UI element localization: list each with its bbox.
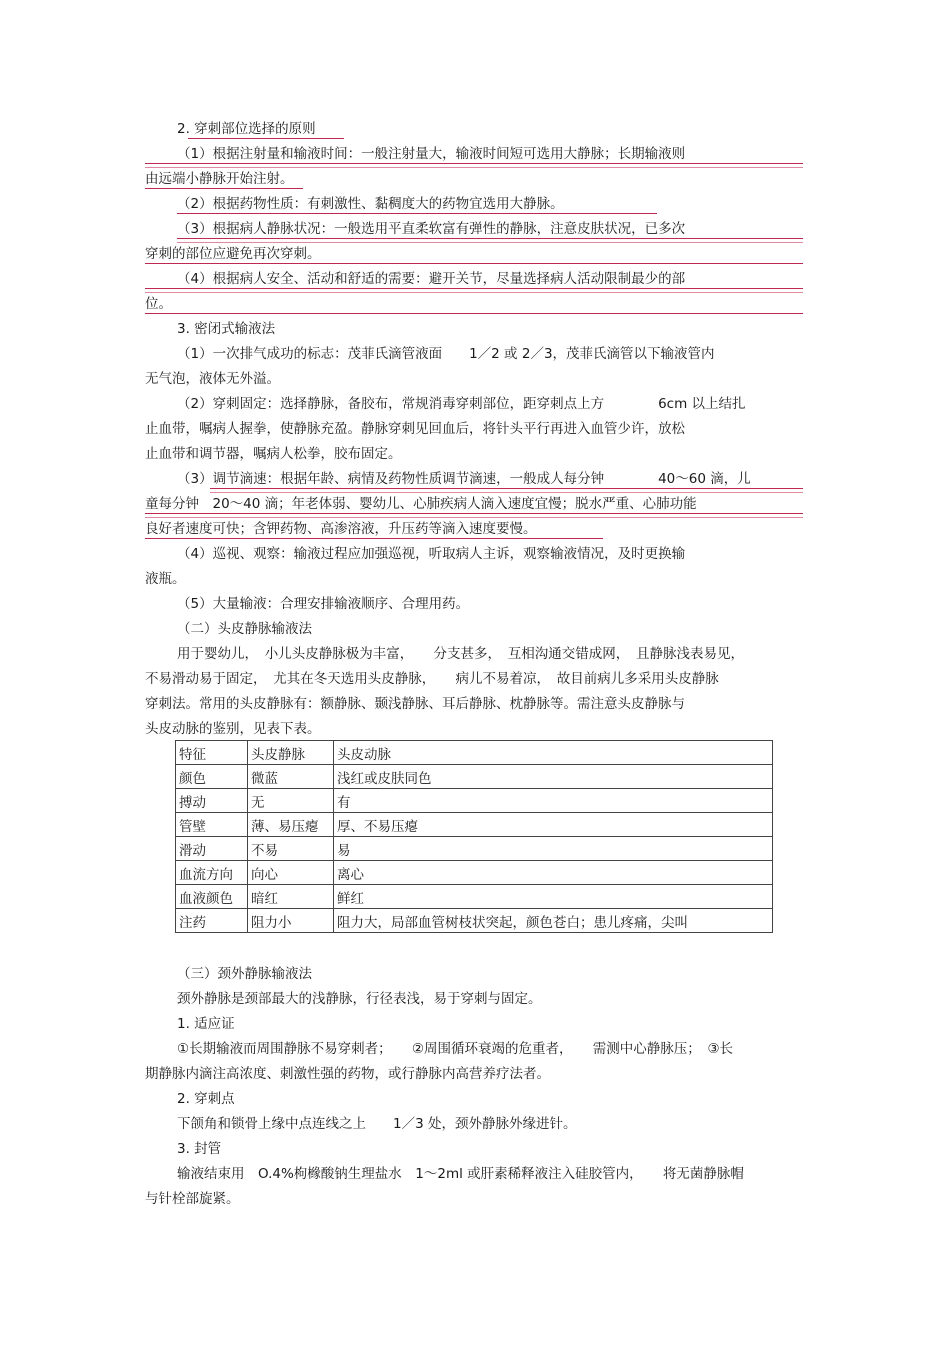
- paragraph-line: （3）根据病人静脉状况：一般选用平直柔软富有弹性的静脉，注意皮肤状况，已多次: [177, 221, 686, 237]
- table-row: [176, 885, 773, 909]
- section-heading-puncture-principles: 2. 穿刺部位选择的原则: [177, 121, 316, 137]
- underline: [145, 288, 803, 289]
- underline: [145, 167, 803, 168]
- table-cell: 无: [248, 789, 334, 813]
- paragraph-line: （5）大量输液：合理安排输液顺序、合理用药。: [177, 596, 470, 612]
- underline: [145, 313, 803, 314]
- table-row: [176, 909, 773, 933]
- paragraph-line: 穿刺法。常用的头皮静脉有：额静脉、颞浅静脉、耳后静脉、枕静脉等。需注意头皮静脉与: [145, 696, 685, 712]
- table-cell: 易: [334, 837, 773, 861]
- paragraph-line: （2）穿刺固定：选择静脉，备胶布，常规消毒穿刺部位，距穿刺点上方 6cm 以上结扎: [177, 396, 746, 412]
- table-cell: 头皮静脉: [248, 741, 334, 765]
- paragraph-line: 头皮动脉的鉴别，见表下表。: [145, 721, 321, 737]
- section-heading-external-jugular: （三）颈外静脉输液法: [177, 966, 312, 982]
- table-cell: 鲜红: [334, 885, 773, 909]
- subheading-indications: 1. 适应证: [177, 1016, 235, 1032]
- table-row: [176, 861, 773, 885]
- table-cell: 头皮动脉: [334, 741, 773, 765]
- section-heading-scalp-vein: （二）头皮静脉输液法: [177, 621, 312, 637]
- paragraph-line: ①长期输液而周围静脉不易穿刺者； ②周围循环衰竭的危重者， 需测中心静脉压； ③长: [177, 1041, 734, 1057]
- table-cell: 颜色: [176, 765, 248, 789]
- table-cell: 薄、易压瘪: [248, 813, 334, 837]
- paragraph-line: 穿刺的部位应避免再次穿刺。: [145, 246, 321, 262]
- paragraph-line: （4）巡视、观察：输液过程应加强巡视，听取病人主诉，观察输液情况，及时更换输: [177, 546, 686, 562]
- table-cell: 阻力大，局部血管树枝状突起，颜色苍白；患儿疼痛，尖叫: [334, 909, 773, 933]
- paragraph-line: 良好者速度可快；含钾药物、高渗溶液，升压药等滴入速度要慢。: [145, 521, 537, 537]
- underline: [188, 138, 344, 139]
- paragraph-line: 止血带，嘱病人握拳，使静脉充盈。静脉穿刺见回血后，将针头平行再进入血管少许，放松: [145, 421, 685, 437]
- subheading-puncture-point: 2. 穿刺点: [177, 1091, 235, 1107]
- table-cell: 注药: [176, 909, 248, 933]
- underline: [210, 488, 803, 489]
- table-row: [176, 837, 773, 861]
- paragraph-line: 不易滑动易于固定， 尤其在冬天选用头皮静脉， 病儿不易着凉， 故目前病儿多采用头皮静脉: [145, 671, 719, 687]
- table-row: [176, 813, 773, 837]
- table-cell: 血流方向: [176, 861, 248, 885]
- underline: [145, 263, 803, 264]
- paragraph-line: 位。: [145, 296, 172, 312]
- table-cell: 厚、不易压瘪: [334, 813, 773, 837]
- table-cell: 管壁: [176, 813, 248, 837]
- table-cell: 不易: [248, 837, 334, 861]
- table-cell: 有: [334, 789, 773, 813]
- paragraph-line: （1）一次排气成功的标志：茂菲氏滴管液面 1／2 或 2／3，茂菲氏滴管以下输液管内: [177, 346, 715, 362]
- table-row: [176, 765, 773, 789]
- underline: [145, 163, 803, 164]
- paragraph-line: 童每分钟 20～40 滴；年老体弱、婴幼儿、心肺疾病人滴入速度宜慢；脱水严重、心肺功能: [145, 496, 697, 512]
- paragraph-line: 输液结束用 O.4%枸橼酸钠生理盐水 1～2ml 或肝素稀释液注入硅胶管内， 将无菌静脉帽: [177, 1166, 744, 1182]
- underline: [177, 238, 803, 239]
- paragraph-line: （4）根据病人安全、活动和舒适的需要：避开关节，尽量选择病人活动限制最少的部: [177, 271, 686, 287]
- paragraph-line: 无气泡，液体无外溢。: [145, 371, 280, 387]
- table-cell: 搏动: [176, 789, 248, 813]
- paragraph-line: 期静脉内滴注高浓度、刺激性强的药物，或行静脉内高营养疗法者。: [145, 1066, 550, 1082]
- section-heading-closed-infusion: 3. 密闭式输液法: [177, 321, 276, 337]
- table-cell: 微蓝: [248, 765, 334, 789]
- paragraph-line: 下颌角和锁骨上缘中点连线之上 1／3 处，颈外静脉外缘进针。: [177, 1116, 577, 1132]
- table-cell: 离心: [334, 861, 773, 885]
- underline: [145, 538, 603, 539]
- paragraph-line: 与针栓部旋紧。: [145, 1191, 240, 1207]
- vein-artery-comparison-table: [175, 740, 773, 933]
- table-row: [176, 789, 773, 813]
- table-cell: 阻力小: [248, 909, 334, 933]
- underline: [177, 242, 803, 243]
- paragraph-line: 液瓶。: [145, 571, 186, 587]
- paragraph-line: 由远端小静脉开始注射。: [145, 171, 294, 187]
- paragraph-line: 止血带和调节器，嘱病人松拳，胶布固定。: [145, 446, 402, 462]
- subheading-sealing: 3. 封管: [177, 1141, 222, 1157]
- underline: [145, 517, 803, 518]
- table-cell: 浅红或皮肤同色: [334, 765, 773, 789]
- underline: [210, 492, 803, 493]
- table-cell: 暗红: [248, 885, 334, 909]
- underline: [145, 513, 803, 514]
- table-row: [176, 741, 773, 765]
- table-cell: 滑动: [176, 837, 248, 861]
- paragraph-line: 用于婴幼儿， 小儿头皮静脉极为丰富， 分支甚多， 互相沟通交错成网， 且静脉浅表易见，: [177, 646, 744, 662]
- table-cell: 血液颜色: [176, 885, 248, 909]
- underline: [145, 292, 803, 293]
- paragraph-line: （3）调节滴速：根据年龄、病情及药物性质调节滴速，一般成人每分钟 40～60 滴，儿: [177, 471, 751, 487]
- table-cell: 特征: [176, 741, 248, 765]
- underline: [145, 188, 303, 189]
- paragraph-line: 颈外静脉是颈部最大的浅静脉，行径表浅，易于穿刺与固定。: [177, 991, 542, 1007]
- table-cell: 向心: [248, 861, 334, 885]
- underline: [177, 213, 657, 214]
- paragraph-line: （2）根据药物性质：有刺激性、黏稠度大的药物宜选用大静脉。: [177, 196, 564, 212]
- paragraph-line: （1）根据注射量和输液时间：一般注射量大，输液时间短可选用大静脉；长期输液则: [177, 146, 686, 162]
